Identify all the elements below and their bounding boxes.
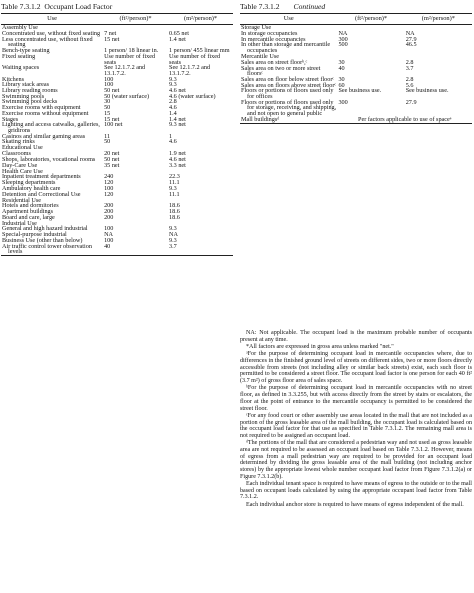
ft2-per-person-cell: 120 <box>104 190 114 198</box>
use-label: Exercise rooms with equipment <box>2 104 81 112</box>
use-label: General and high hazard industrial <box>2 225 88 233</box>
m2-per-person-cell: 46.5 <box>405 41 417 49</box>
m2-per-person-cell: 1.9 net <box>169 150 186 158</box>
ft2-per-person-cell: 100 <box>104 184 114 192</box>
ft2-per-person-cell: 300 <box>338 35 348 43</box>
use-label: Skating rinks <box>2 138 35 146</box>
ft2-per-person-cell: 35 net <box>104 161 120 169</box>
footnote-e1: Each individual tenant space is required to have means of egress to the outside or to the mall based on occupant loads calculated by using the appropriate occupant load factor from Table 7.3.1.2. <box>240 481 472 501</box>
use-label: Industrial Use <box>2 219 37 227</box>
m2-per-person-cell: 11.1 <box>169 190 180 198</box>
table-row <box>240 100 472 117</box>
m2-per-person-cell: 1 <box>169 132 173 140</box>
header-use: Use <box>1 14 103 25</box>
m2-per-person-cell: 2.8 <box>405 75 414 83</box>
ft2-per-person-cell: 15 <box>104 109 111 117</box>
m2-per-person-cell: 18.6 <box>169 202 180 210</box>
table-body <box>1 25 233 256</box>
use-cell <box>240 100 337 117</box>
table-row <box>240 117 472 123</box>
header-m: (m²/person)* <box>168 14 233 25</box>
use-label: Special-purpose industrial <box>2 231 67 239</box>
table-row <box>240 42 472 53</box>
m2-per-person-cell: 9.3 <box>169 75 177 83</box>
use-label: Sales area on floors above street floorᶜ <box>241 81 337 89</box>
m2-per-person-cell: NA <box>405 30 415 37</box>
ft2-per-person-cell: 30 <box>104 98 111 106</box>
header-use: Use <box>240 14 337 25</box>
m2-per-person-cell: 1 person/ 455 linear mm <box>169 47 230 55</box>
ft2-per-person-cell: 100 <box>104 81 114 89</box>
use-label: Library reading rooms <box>2 87 58 95</box>
use-label: Storage Use <box>241 24 272 32</box>
m2-per-person-cell: 22.3 <box>169 173 180 181</box>
caption-label: Table 7.3.1.2 <box>1 2 41 11</box>
use-label: Shops, laboratories, vocational rooms <box>2 155 96 163</box>
table-row <box>1 65 233 76</box>
use-label: Inpatient treatment departments <box>2 173 81 181</box>
m2-per-person-cell: 2.8 <box>405 58 414 66</box>
use-label: Apartment buildings <box>2 207 54 215</box>
header-ft: (ft²/person)* <box>103 14 168 25</box>
ft2-per-person-cell: 100 <box>104 225 114 233</box>
use-cell <box>1 65 103 76</box>
use-label: Ambulatory health care <box>2 184 61 192</box>
m2-per-person-cell: 5.6 <box>405 81 414 89</box>
m2-per-person-cell: 9.3 <box>169 184 177 192</box>
ft2-per-person-cell: 120 <box>104 179 114 187</box>
occupant-load-table <box>1 13 233 256</box>
ft2-per-person-cell: 100 <box>104 75 114 83</box>
ft2-per-person-cell: NA <box>338 30 348 37</box>
m2-per-person-cell: 2.8 <box>169 98 177 106</box>
footnote-d: ᵈThe portions of the mall that are considered a pedestrian way and not used as gross leasable area are not required to be assessed an occupant load based on Table 7.3.1.2. However, means of egress from a mall pedestrian way are required to be provided for an occupant load determined by dividing the gross leasable area of the mall building (not including anchor stores) by the appropriate lowest whole number occupant load factor from Figure 7.3.1.2(a) or Figure 7.3.1.2(b). <box>240 440 472 480</box>
ft2-per-person-cell: 500 <box>338 41 348 49</box>
m2-per-person-cell: 9.3 <box>169 225 177 233</box>
m2-per-person-cell: 27.9 <box>405 98 417 106</box>
spanning-value-cell: Per factors applicable to use of spaceᵉ <box>337 117 472 123</box>
m2-per-person-cell: See 12.1.7.2 and 13.1.7.2. <box>169 64 211 77</box>
left-table-caption <box>1 2 233 11</box>
use-label: Sales area on street floorᵇ,ᶜ <box>241 58 308 66</box>
footnote-star: *All factors are expressed in gross area unless marked "net." <box>246 344 394 350</box>
ft2-per-person-cell: Use number of fixed seats <box>104 52 156 66</box>
ft2-per-person-cell: 1 person/ 18 linear in. <box>104 47 159 55</box>
table-footnotes <box>240 330 472 509</box>
table-row <box>1 122 233 133</box>
footnote-c: ᶜFor any food court or other assembly use areas located in the mall that are not included as a portion of the gross leasable area of the mall building, the occupant load is calculated based on the occupant load factor for that use as specified in Table 7.3.1.2. The remaining mall area is not required to be assigned an occupant load. <box>240 412 472 439</box>
use-cell <box>1 244 103 256</box>
use-label: Swimming pool decks <box>2 98 58 106</box>
left-table-column <box>1 2 233 256</box>
use-label: Exercise rooms without equipment <box>2 109 89 117</box>
use-label: Library stack areas <box>2 81 50 89</box>
use-label: Less concentrated use, without fixed seating <box>2 35 93 49</box>
caption-title: Occupant Load Factor <box>44 2 113 11</box>
use-label: Assembly Use <box>2 24 38 32</box>
use-label: Kitchens <box>2 75 24 83</box>
occupant-load-table-continued <box>240 13 472 124</box>
m2-per-person-cell: 1.4 net <box>169 35 186 43</box>
ft2-per-person-cell: 200 <box>104 213 114 221</box>
right-table-caption <box>240 2 472 11</box>
ft2-per-person-cell: 50 <box>104 104 111 112</box>
m2-per-person-cell: 4.6 net <box>169 87 186 95</box>
ft2-per-person-cell: 50 net <box>104 87 120 95</box>
table-header-row <box>1 14 233 25</box>
use-label: Sleeping departments <box>2 179 56 187</box>
use-label: Casinos and similar gaming areas <box>2 132 86 140</box>
footnote-na: NA: Not applicable. The occupant load is the maximum probable number of occupants present at any time. <box>240 330 472 343</box>
m2-per-person-cell: 4.6 <box>169 104 177 112</box>
use-label: Business Use (other than below) <box>2 236 83 244</box>
ft2-per-person-cell: See 12.1.7.2 and 13.1.7.2. <box>104 64 146 77</box>
footnote-e2: Each individual anchor store is required to have means of egress independent of the mall. <box>246 501 464 508</box>
m2-per-person-cell: 0.65 net <box>169 30 189 37</box>
use-cell <box>1 122 103 133</box>
m2-per-person-cell: 9.3 net <box>169 121 186 129</box>
ft2-per-person-cell: 50 (water surface) <box>104 92 150 100</box>
m2-per-person-cell: 3.3 net <box>169 161 186 169</box>
ft2-per-person-cell: 20 net <box>104 150 120 158</box>
header-ft: (ft²/person)* <box>337 14 404 25</box>
use-label: Waiting spaces <box>2 64 40 72</box>
ft2-per-person-cell: 50 net <box>104 155 120 163</box>
ft2-per-person-cell: 40 <box>103 244 168 256</box>
use-cell <box>240 42 337 53</box>
use-label: Health Care Use <box>2 167 43 175</box>
use-label: In storage occupancies <box>241 30 298 37</box>
m2-per-person-cell: 3.7 <box>405 64 414 72</box>
use-label: Stages <box>2 115 19 123</box>
use-label: Floors or portions of floors used only for storage, receiving, and shipping, and not open to general public <box>241 98 337 118</box>
use-label: In other than storage and mercantile occupancies <box>241 41 331 55</box>
m2-per-person-cell: 4.6 (water surface) <box>169 92 216 100</box>
m2-per-person-cell: 3.7 <box>168 244 233 256</box>
use-label: Board and care, large <box>2 213 55 221</box>
m2-per-person-cell: 11.1 <box>169 179 180 187</box>
m2-per-person-cell: Use number of fixed seats <box>169 52 221 66</box>
m2-per-person-cell: 4.6 net <box>169 155 186 163</box>
footnote-b: ᵇFor the purpose of determining occupant load in mercantile occupancies with no street floor, as defined in 3.3.255, but with access directly from the street by stairs or escalators, the floor at the point of entrance to the mercantile occupancy is permitted to be considered the street floor. <box>240 385 472 412</box>
use-label: Swimming pools <box>2 92 45 100</box>
ft2-per-person-cell: 100 net <box>104 121 123 129</box>
ft2-per-person-cell: 50 <box>104 138 111 146</box>
caption-title: Continued <box>293 2 326 11</box>
m2-per-person-cell: 9.3 <box>169 236 177 244</box>
use-label: Detention and Correctional Use <box>2 190 81 198</box>
use-label: Concentrated use, without fixed seating <box>2 30 101 37</box>
ft2-per-person-cell: 11 <box>104 132 111 140</box>
use-label: Mercantile Use <box>241 53 279 61</box>
use-label: Fixed seating <box>2 52 36 60</box>
m2-per-person-cell: 1.4 <box>169 109 177 117</box>
ft2-per-person-cell: 200 <box>104 202 114 210</box>
table-body <box>240 25 472 124</box>
m2-per-person-cell: See business use. <box>405 87 449 95</box>
ft2-per-person-cell: 60 <box>338 81 345 89</box>
use-label: Residential Use <box>2 196 42 204</box>
ft2-per-person-cell: See business use. <box>338 87 382 95</box>
use-label: Educational Use <box>2 144 43 152</box>
m2-per-person-cell: 1.4 net <box>169 115 186 123</box>
ft2-per-person-cell: 100 <box>104 236 114 244</box>
ft2-per-person-cell: 15 net <box>104 115 120 123</box>
ft2-per-person-cell: 7 net <box>104 30 117 37</box>
m2-per-person-cell: 18.6 <box>169 207 180 215</box>
ft2-per-person-cell: 240 <box>104 173 114 181</box>
table-header-row <box>240 14 472 25</box>
use-label: In mercantile occupancies <box>241 35 306 43</box>
footnote-a: ᵃFor the purpose of determining occupant load in mercantile occupancies where, due to differences in the finished ground level of streets on different sides, two or more floors directly accessible from streets (not including alley or similar back streets) exist, each such floor is permitted to be considered a street floor. The occupant load factor is one person for each 40 ft² (3.7 m²) of gross floor area of sales space. <box>240 351 472 385</box>
use-label: Day-Care Use <box>2 161 38 169</box>
use-label: Sales area on two or more street floorsᶜ <box>241 64 321 78</box>
use-cell <box>240 117 337 123</box>
table-row <box>1 244 233 256</box>
m2-per-person-cell: 9.3 <box>169 81 177 89</box>
ft2-per-person-cell: 30 <box>338 58 345 66</box>
ft2-per-person-cell: 40 <box>338 64 345 72</box>
use-label: Lighting and access catwalks, galleries, gridirons <box>2 121 100 134</box>
right-table-column <box>240 2 472 124</box>
use-label: Classrooms <box>2 150 31 158</box>
ft2-per-person-cell: 300 <box>338 98 348 106</box>
use-label: Mall buildingsᵈ <box>241 115 280 123</box>
caption-label: Table 7.3.1.2 <box>240 2 280 11</box>
use-label: Hotels and dormitories <box>2 202 59 210</box>
use-label: Floors or portions of floors used only for offices <box>241 87 334 101</box>
m2-per-person-cell: 4.6 <box>169 138 177 146</box>
use-label: Air traffic control tower observation levels <box>2 242 92 256</box>
m2-per-person-cell: NA <box>169 231 178 239</box>
use-label: Sales area on floor below street floorᶜ <box>241 75 334 83</box>
ft2-per-person-cell: 200 <box>104 207 114 215</box>
ft2-per-person-cell: NA <box>104 231 114 239</box>
use-label: Bench-type seating <box>2 47 50 55</box>
ft2-per-person-cell: 15 net <box>104 35 120 43</box>
ft2-per-person-cell: 30 <box>338 75 345 83</box>
header-m: (m²/person)* <box>405 14 472 25</box>
m2-per-person-cell: 27.9 <box>405 35 417 43</box>
m2-per-person-cell: 18.6 <box>169 213 180 221</box>
